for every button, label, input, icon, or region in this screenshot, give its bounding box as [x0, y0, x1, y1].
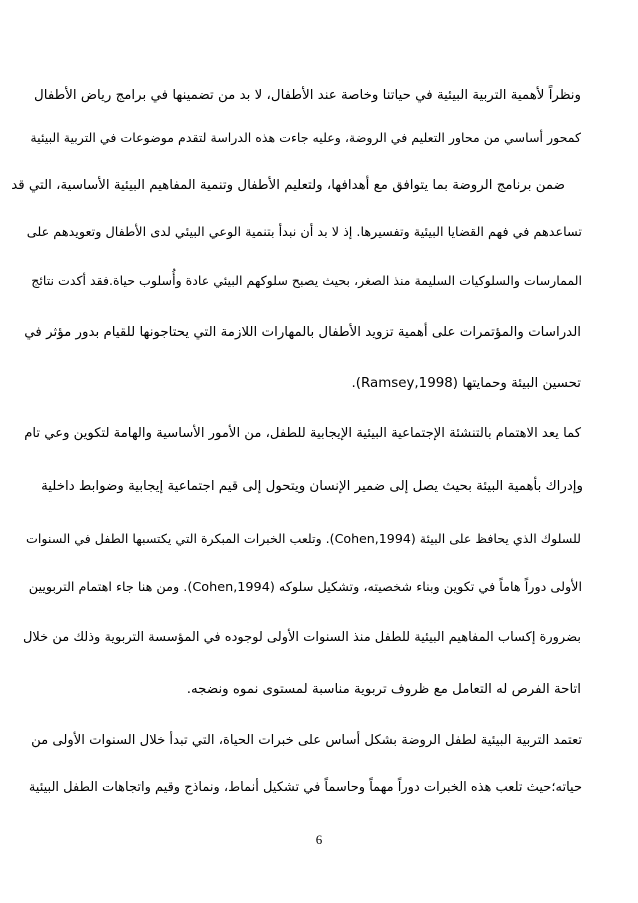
paragraph-line: ونظراً لأهمية التربية البيئية في حياتنا وخاصة عند الأطفال، لا بد من تضمينها في برامج رياض الأطفال [34, 88, 581, 103]
paragraph-line: تعتمد التربية البيئية لطفل الروضة بشكل أساس على خبرات الحياة، التي تبدأ خلال السنوات الأولى من [31, 733, 582, 748]
paragraph-line: كمحور أساسي من محاور التعليم في الروضة، وعليه جاءت هذه الدراسة لتقدم موضوعات في التربية البيئية [30, 130, 581, 145]
page-number: 6 [315, 832, 323, 847]
paragraph-line: الممارسات والسلوكيات السليمة منذ الصغر، بحيث يصبح سلوكهم البيئي عادة وأُسلوب حياة.فقد أكدت نتائج [31, 273, 582, 288]
paragraph-line: وإدراك بأهمية البيئة بحيث يصل إلى ضمير الإنسان ويتحول إلى قيم اجتماعية إيجابية وضوابط داخلية [41, 479, 583, 494]
paragraph-line: الدراسات والمؤتمرات على أهمية تزويد الأطفال بالمهارات اللازمة التي يحتاجونها للقيام بدور مؤثر في [24, 325, 581, 340]
paragraph-line: ضمن برنامج الروضة بما يتوافق مع أهدافها، ولتعليم الأطفال وتنمية المفاهيم البيئية الأساسية، التي قد [11, 178, 565, 193]
paragraph-line: كما يعد الاهتمام بالتنشئة الإجتماعية البيئية الإيجابية للطفل، من الأمور الأساسية والهامة لتكوين وعي تام [24, 426, 581, 441]
paragraph-line: تحسين البيئة وحمايتها (Ramsey,1998). [351, 376, 581, 391]
paragraph-line: تساعدهم في فهم القضايا البيئية وتفسيرها. إذ لا بد أن نبدأ بتنمية الوعي البيئي لدى الأطفال وتعويدهم على [26, 225, 582, 240]
paragraph-line: للسلوك الذي يحافظ على البيئة (Cohen,1994). وتلعب الخبرات المبكرة التي يكتسبها الطفل في السنوات [26, 531, 581, 546]
paragraph-line: اتاحة الفرص له التعامل مع ظروف تربوية مناسبة لمستوى نموه ونضجه. [186, 682, 581, 697]
paragraph-line: بضرورة إكساب المفاهيم البيئية للطفل منذ السنوات الأولى لوجوده في المؤسسة التربوية وذلك من خلال [22, 630, 581, 645]
paragraph-line: حياته؛حيث تلعب هذه الخبرات دوراً مهماً وحاسماً في تشكيل أنماط، ونماذج وقيم واتجاهات الطفل البيئية [28, 780, 582, 795]
paragraph-line: الأولى دوراً هاماً في تكوين وبناء شخصيته، وتشكيل سلوكه (Cohen,1994). ومن هنا جاء اهتمام التربويين [28, 580, 582, 595]
